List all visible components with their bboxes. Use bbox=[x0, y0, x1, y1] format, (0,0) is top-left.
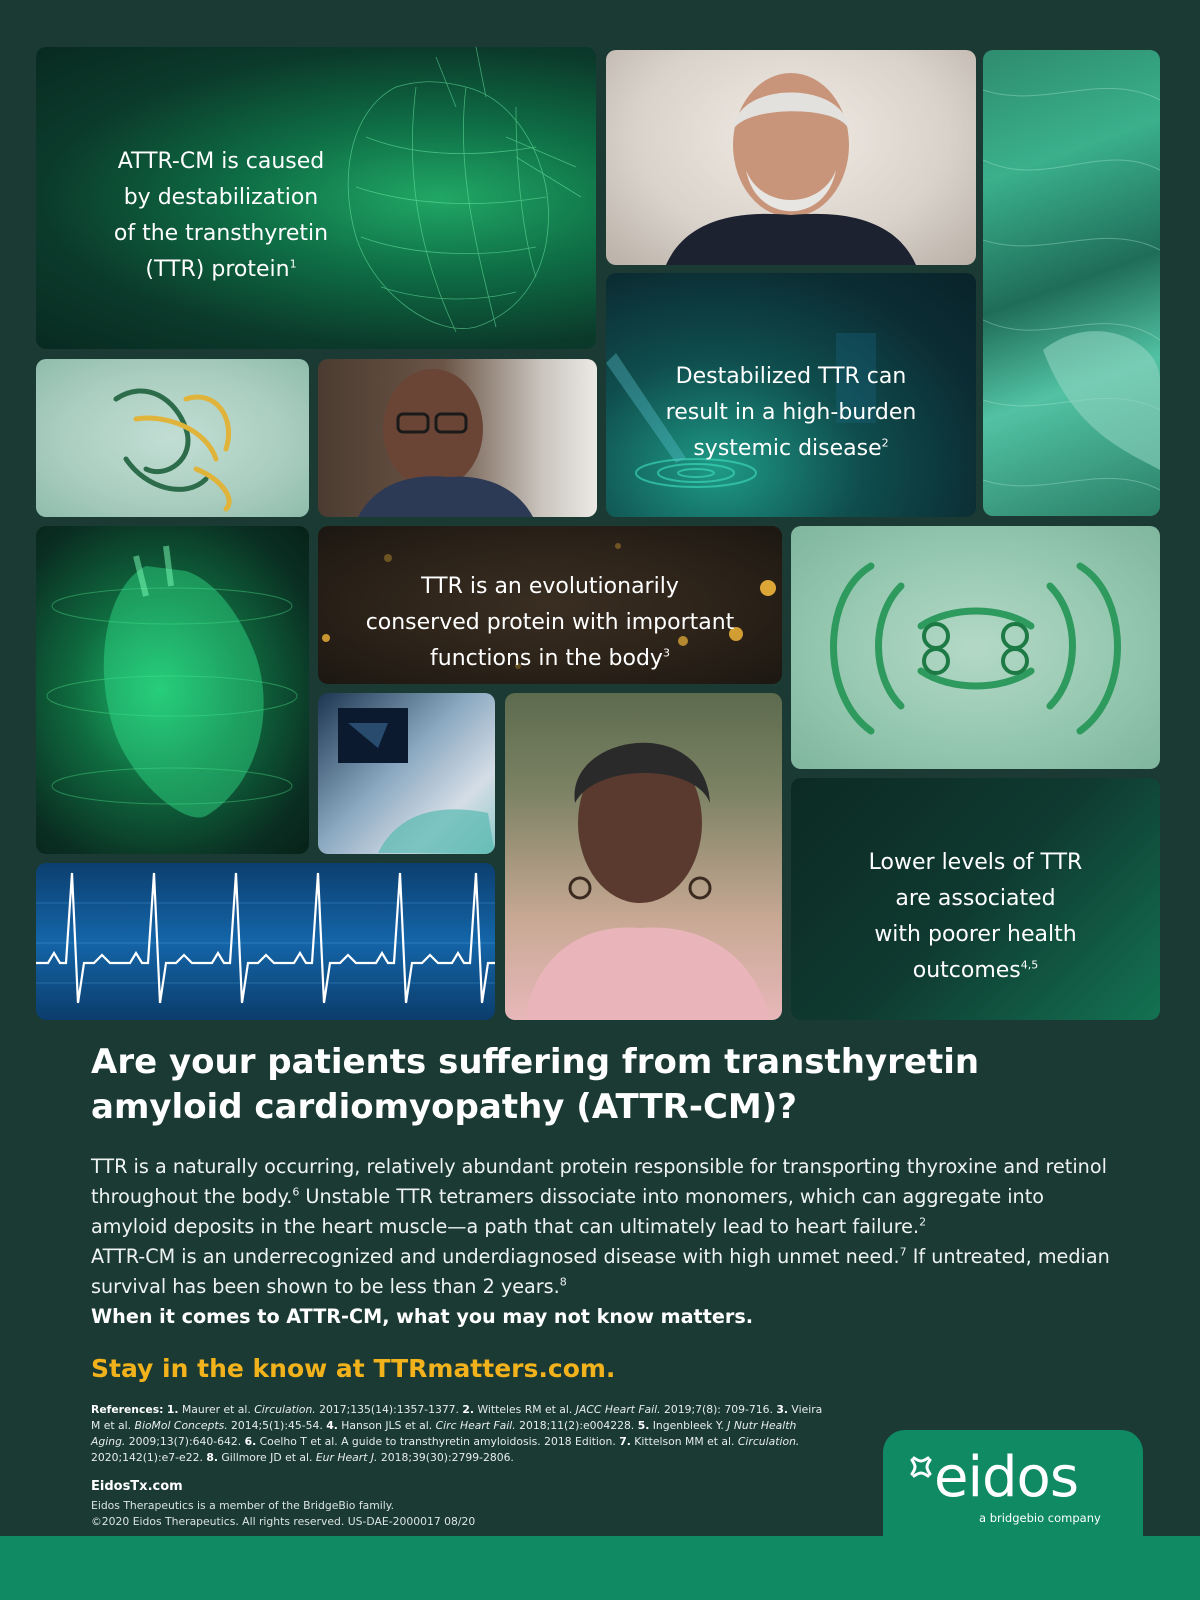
fine-print-line-2: ©2020 Eidos Therapeutics. All rights reserved. US-DAE-2000017 08/20 bbox=[91, 1515, 476, 1528]
elderly-woman-portrait-illustration bbox=[505, 693, 782, 1020]
ecg-waveform-tile bbox=[36, 863, 495, 1020]
website-link[interactable]: EidosTx.com bbox=[91, 1479, 183, 1494]
eidos-logo-wordmark: eidos bbox=[934, 1445, 1078, 1510]
eidos-logo-tagline: a bridgebio company bbox=[979, 1511, 1101, 1525]
destabilized-ttr-tile bbox=[606, 273, 976, 517]
glowing-heart-tile bbox=[36, 526, 309, 854]
amyloid-tissue-micrograph bbox=[983, 50, 1160, 516]
heart-wireframe-tile bbox=[36, 47, 596, 349]
elderly-man-photo bbox=[606, 50, 976, 265]
references: References: 1. Maurer et al. Circulation. 2017;135(14):1357-1377. 2. Witteles RM et al. JACC Heart Fail. 2019;7(8): 709-716. 3. Vieira M et al. BioMol Concepts. 2014;5(1):45-54. 4. Hanson JLS et al. Circ Heart Fail. 2018;11(2):e004228. 5. Ingenbleek Y. J Nutr Health Aging. 2009;13(7):640-642. 6. Coelho T et al. A guide to transthyretin amyloidosis. 2018 Edition. 7. Kittelson MM et al. Circulation. 2020;142(1):e7-e22. 8. Gillmore JD et al. Eur Heart J. 2018;39(30):2799-2806. bbox=[91, 1403, 823, 1464]
man-with-glasses-photo bbox=[318, 359, 597, 517]
tissue-texture-illustration bbox=[983, 50, 1160, 516]
tile-caption-ttr-levels: Lower levels of TTR are associated with poorer health outcomes$^{4,5}$ bbox=[868, 850, 1083, 983]
tile-caption-destabilized-ttr: Destabilized TTR can result in a high-burden systemic disease$^2$ bbox=[665, 364, 917, 461]
fine-print-line-1: Eidos Therapeutics is a member of the BridgeBio family. bbox=[91, 1499, 395, 1512]
evolutionary-protein-tile bbox=[318, 526, 782, 684]
ultrasound-exam-photo bbox=[318, 693, 495, 854]
protein-structure-yellow-tile bbox=[36, 359, 309, 517]
symmetric-ribbon-protein-illustration bbox=[791, 526, 1160, 769]
hologram-heart-illustration bbox=[36, 526, 309, 854]
body-paragraph-2: ATTR-CM is an underrecognized and underdiagnosed disease with high unmet need.$^7$ If untreated, median survival has been shown to be less than 2 years.$^8$ bbox=[91, 1245, 1110, 1298]
symmetric-protein-tile bbox=[791, 526, 1160, 769]
ecg-line-illustration bbox=[36, 863, 495, 1020]
headline: Are your patients suffering from transthyretin amyloid cardiomyopathy (ATTR-CM)? bbox=[91, 1042, 980, 1127]
elderly-man-portrait-illustration bbox=[606, 50, 976, 265]
man-with-glasses-illustration bbox=[318, 359, 597, 517]
footer-bar bbox=[0, 1536, 1200, 1600]
ribbon-protein-illustration bbox=[36, 359, 309, 517]
eidos-logo-icon bbox=[906, 1452, 936, 1482]
body-copy bbox=[91, 1152, 1121, 1332]
tile-caption-attr-cm-cause: ATTR-CM is caused by destabilization of the transthyretin (TTR) protein$^1$ bbox=[113, 149, 329, 282]
ttr-levels-tile bbox=[791, 778, 1160, 1020]
fine-print bbox=[91, 1498, 691, 1530]
cta-link[interactable]: Stay in the know at TTRmatters.com. bbox=[91, 1354, 616, 1383]
body-paragraph-1: TTR is a naturally occurring, relatively abundant protein responsible for transporting thyroxine and retinol throughout the body.$^6$ Unstable TTR tetramers dissociate into monomers, which can aggregate into amyloid deposits in the heart muscle—a path that can ultimately lead to heart failure.$^2$ bbox=[91, 1155, 1107, 1238]
tile-caption-evolutionary-protein: TTR is an evolutionarily conserved protein with important functions in the body$^3$ bbox=[365, 574, 735, 671]
elderly-woman-photo bbox=[505, 693, 782, 1020]
body-bold-statement: When it comes to ATTR-CM, what you may not know matters. bbox=[91, 1305, 754, 1328]
ultrasound-scene-illustration bbox=[318, 693, 495, 854]
